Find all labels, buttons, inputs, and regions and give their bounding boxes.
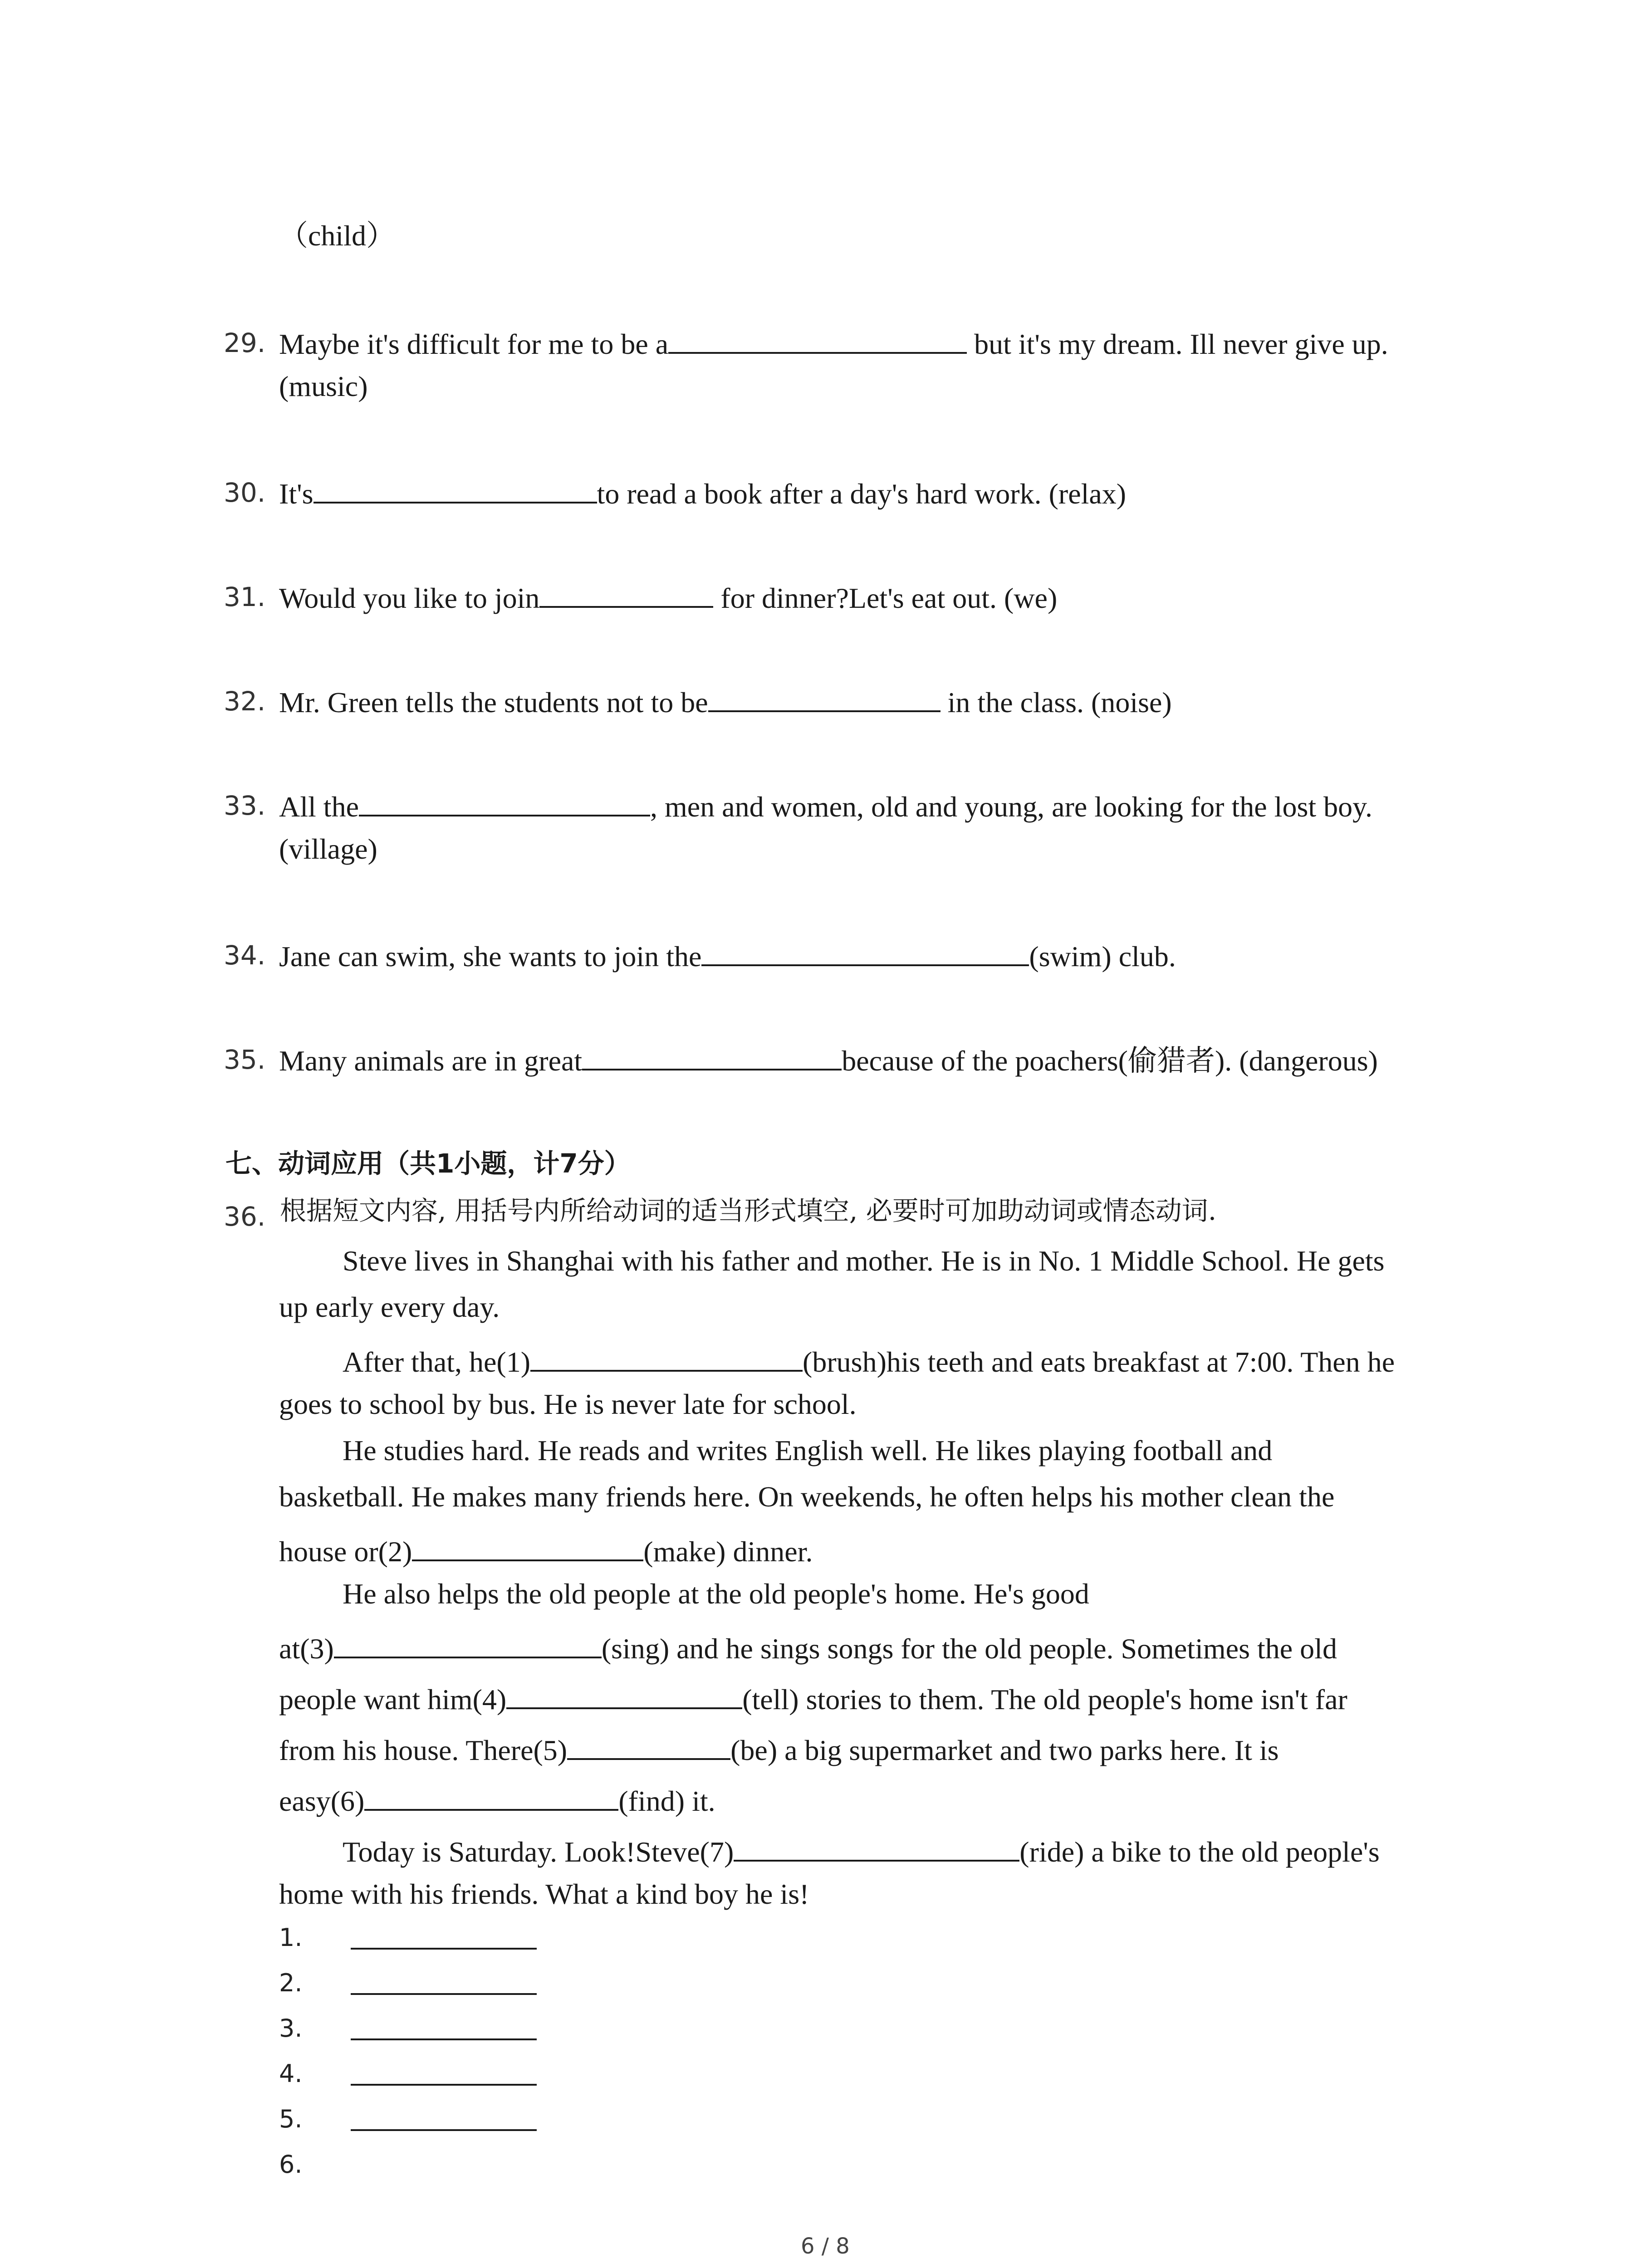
question-text: Maybe it's difficult for me to be a <box>279 328 669 360</box>
question-33 <box>279 788 1372 821</box>
question-text: in the class. (noise) <box>940 686 1172 719</box>
passage-text: from his house. There(5) <box>279 1734 568 1766</box>
answer-label: 1. <box>279 1923 303 1952</box>
question-text: It's <box>279 478 314 510</box>
answer-blank[interactable] <box>314 475 597 503</box>
answer-label: 6. <box>279 2150 303 2179</box>
question-35 <box>279 1042 1378 1075</box>
passage-line <box>279 1681 1347 1714</box>
passage-text: (make) dinner. <box>643 1535 813 1568</box>
passage-line: home with his friends. What a kind boy he is! <box>279 1878 809 1910</box>
passage-line: He also helps the old people at the old people's home. He's good <box>343 1578 1089 1610</box>
header-fragment: （child） <box>279 220 395 252</box>
answer-label: 4. <box>279 2059 303 2088</box>
answer-blank-1[interactable] <box>530 1344 803 1372</box>
question-text: to read a book after a day's hard work. (relax) <box>597 478 1127 510</box>
answer-blank[interactable] <box>668 326 967 354</box>
passage-line <box>279 1783 715 1816</box>
question-number: 33. <box>224 790 266 821</box>
question-number: 30. <box>224 477 266 508</box>
question-text: Jane can swim, she wants to join the <box>279 940 702 973</box>
question-text: for dinner?Let's eat out. (we) <box>713 582 1058 614</box>
passage-line <box>343 1833 1380 1867</box>
passage-text: After that, he(1) <box>343 1346 531 1378</box>
answer-blank[interactable] <box>582 1042 842 1070</box>
question-number: 34. <box>224 940 266 971</box>
answer-label: 2. <box>279 1969 303 1997</box>
q36-instruction: 根据短文内容, 用括号内所给动词的适当形式填空, 必要时可加助动词或情态动词. <box>280 1195 1217 1226</box>
answer-label: 5. <box>279 2105 303 2133</box>
question-text: Many animals are in great <box>279 1045 583 1077</box>
question-text: because of the poachers(偷猎者). (dangerous) <box>842 1045 1378 1077</box>
question-number: 35. <box>224 1044 266 1075</box>
page-number: 6 / 8 <box>801 2234 850 2259</box>
passage-line <box>279 1630 1337 1663</box>
answer-blank[interactable] <box>701 938 1029 966</box>
passage-line <box>279 1732 1279 1765</box>
passage-line <box>343 1344 1395 1377</box>
question-number: 32. <box>224 686 266 717</box>
answer-blank-3[interactable] <box>334 1630 602 1658</box>
answer-line[interactable] <box>351 2082 537 2086</box>
passage-text: (tell) stories to them. The old people's home isn't far <box>742 1683 1347 1716</box>
question-32 <box>279 684 1172 717</box>
answer-blank-7[interactable] <box>734 1833 1019 1862</box>
passage-line <box>279 1533 813 1566</box>
answer-label: 3. <box>279 2014 303 2043</box>
passage-text: (find) it. <box>618 1785 715 1817</box>
question-text: (swim) club. <box>1029 940 1176 973</box>
passage-line: He studies hard. He reads and writes English well. He likes playing football and <box>343 1434 1273 1466</box>
passage-line: goes to school by bus. He is never late for school. <box>279 1388 857 1420</box>
passage-text: house or(2) <box>279 1535 412 1568</box>
passage-line: up early every day. <box>279 1291 500 1323</box>
passage-text: easy(6) <box>279 1785 365 1817</box>
answer-blank[interactable] <box>708 684 941 712</box>
answer-blank[interactable] <box>539 580 713 608</box>
section-heading: 七、动词应用（共1小题，计7分） <box>225 1148 631 1179</box>
passage-line: Steve lives in Shanghai with his father and mother. He is in No. 1 Middle School. He gets <box>343 1245 1385 1277</box>
answer-blank-6[interactable] <box>364 1783 618 1811</box>
answer-line[interactable] <box>351 2127 537 2131</box>
passage-text: (ride) a bike to the old people's <box>1019 1836 1380 1868</box>
answer-line[interactable] <box>351 1991 537 1995</box>
passage-text: at(3) <box>279 1633 334 1665</box>
question-hint: (music) <box>279 370 368 402</box>
passage-line: basketball. He makes many friends here. On weekends, he often helps his mother clean the <box>279 1481 1335 1513</box>
question-number: 36. <box>224 1201 266 1232</box>
question-hint: (village) <box>279 833 377 865</box>
question-text: , men and women, old and young, are looking for the lost boy. <box>650 791 1372 823</box>
question-number: 31. <box>224 582 266 612</box>
answer-line[interactable] <box>351 2037 537 2040</box>
question-30 <box>279 475 1126 508</box>
question-34 <box>279 938 1176 971</box>
question-31 <box>279 580 1057 613</box>
passage-text: people want him(4) <box>279 1683 507 1716</box>
answer-blank-5[interactable] <box>567 1732 730 1760</box>
answer-blank-2[interactable] <box>412 1533 643 1561</box>
passage-text: (sing) and he sings songs for the old people. Sometimes the old <box>601 1633 1337 1665</box>
passage-text: (be) a big supermarket and two parks here. It is <box>730 1734 1279 1766</box>
passage-text: Today is Saturday. Look!Steve(7) <box>343 1836 734 1868</box>
passage-text: (brush)his teeth and eats breakfast at 7:00. Then he <box>803 1346 1395 1378</box>
answer-blank-4[interactable] <box>506 1681 742 1709</box>
question-text: Would you like to join <box>279 582 540 614</box>
answer-line[interactable] <box>351 1946 537 1950</box>
question-29 <box>279 326 1388 359</box>
question-number: 29. <box>224 327 266 358</box>
answer-blank[interactable] <box>359 788 650 816</box>
question-text: Mr. Green tells the students not to be <box>279 686 708 719</box>
question-text: but it's my dream. Ill never give up. <box>967 328 1388 360</box>
question-text: All the <box>279 791 359 823</box>
